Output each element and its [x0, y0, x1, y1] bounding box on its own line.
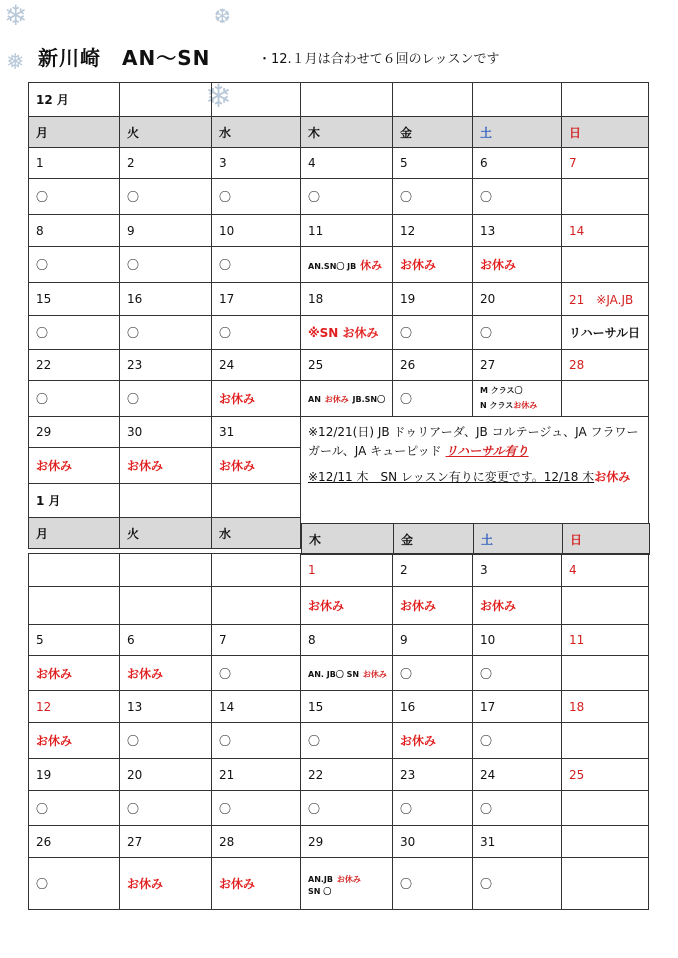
weekday-fri: 金 — [393, 117, 473, 148]
rehearsal-note — [308, 423, 642, 460]
status-cell: お休み — [393, 723, 473, 759]
status-cell: お休み — [120, 858, 212, 910]
status-cell: 〇 — [120, 179, 212, 215]
status-cell: 〇 — [212, 656, 301, 691]
date-cell: 7 — [212, 625, 301, 656]
date-cell: 7 — [562, 148, 649, 179]
date-cell: 3 — [473, 554, 562, 587]
weekday-wed: 水 — [212, 117, 301, 148]
status-cell: 〇 — [473, 858, 562, 910]
date-cell: 5 — [393, 148, 473, 179]
date-cell: 24 — [212, 350, 301, 381]
month-label: 12 月 — [29, 83, 120, 117]
status-cell: 〇 — [301, 791, 393, 826]
class-note: AN.SN〇 JB — [308, 261, 357, 271]
off-label: お休み — [513, 400, 538, 410]
status-cell: 〇 — [393, 179, 473, 215]
rehearsal-note-text: ※12/21(日) JB ドゥリアーダ、JB コルテージュ、JA フラワーガール、JA キューピッド — [308, 425, 639, 458]
date-cell: 23 — [120, 350, 212, 381]
date-cell: 1 — [301, 554, 393, 587]
date-cell: 29 — [29, 417, 120, 448]
status-cell: 〇 — [473, 316, 562, 350]
snowflake-icon: ❄ — [4, 0, 28, 32]
status-cell: 〇 — [393, 316, 473, 350]
weekday-fri: 金 — [394, 524, 474, 555]
status-cell: 〇 — [120, 247, 212, 283]
class-note: JB.SN〇 — [352, 395, 386, 405]
date-cell: 24 — [473, 759, 562, 791]
status-cell: 〇 — [120, 791, 212, 826]
date-cell: 12 — [393, 215, 473, 247]
status-cell: 〇 — [212, 791, 301, 826]
date-cell: 25 — [301, 350, 393, 381]
status-cell: お休み — [301, 587, 393, 625]
date-cell: 19 — [393, 283, 473, 316]
status-cell: お休み — [473, 587, 562, 625]
status-cell: 〇 — [393, 381, 473, 417]
status-cell: お休み — [212, 858, 301, 910]
date-cell: 9 — [393, 625, 473, 656]
status-cell — [29, 587, 120, 625]
date-cell — [120, 554, 212, 587]
date-cell: 30 — [393, 826, 473, 858]
date-cell: 23 — [393, 759, 473, 791]
date-cell: 1 — [29, 148, 120, 179]
status-cell — [301, 381, 393, 417]
status-cell: 〇 — [393, 656, 473, 691]
date-cell: 11 — [301, 215, 393, 247]
date-cell: 20 — [473, 283, 562, 316]
month-label: 1 月 — [29, 484, 120, 518]
date-cell: 13 — [120, 691, 212, 723]
date-cell: 18 — [301, 283, 393, 316]
status-cell — [562, 247, 649, 283]
date-cell: 31 — [473, 826, 562, 858]
date-cell: 17 — [473, 691, 562, 723]
status-cell: 〇 — [393, 858, 473, 910]
date-cell: 17 — [212, 283, 301, 316]
date-cell: 4 — [562, 554, 649, 587]
class-note: AN. JB〇 SN — [308, 669, 360, 679]
date-cell: 26 — [29, 826, 120, 858]
status-cell: 〇 — [473, 179, 562, 215]
status-cell: ※SN お休み — [301, 316, 393, 350]
status-cell: 〇 — [473, 723, 562, 759]
status-cell: お休み — [212, 448, 301, 484]
status-cell: 〇 — [301, 723, 393, 759]
status-cell: 〇 — [473, 656, 562, 691]
weekday-sat: 土 — [474, 524, 563, 555]
date-cell — [562, 826, 649, 858]
status-cell — [473, 381, 562, 417]
status-cell — [301, 858, 393, 910]
status-cell: お休み — [473, 247, 562, 283]
status-cell: 〇 — [393, 791, 473, 826]
status-cell — [562, 587, 649, 625]
january-calendar — [28, 553, 649, 910]
status-cell — [562, 656, 649, 691]
status-cell: リハーサル日 — [562, 316, 649, 350]
class-note: N クラス — [480, 400, 514, 410]
january-header-right — [301, 523, 650, 555]
date-cell: 26 — [393, 350, 473, 381]
date-cell: 9 — [120, 215, 212, 247]
status-cell — [301, 247, 393, 283]
page-title: 新川崎 AN～SN — [38, 46, 211, 70]
date-cell: 16 — [120, 283, 212, 316]
date-cell: 12 — [29, 691, 120, 723]
date-cell: 11 — [562, 625, 649, 656]
status-cell — [562, 381, 649, 417]
date-cell: 27 — [120, 826, 212, 858]
snowflake-icon: ❅ — [6, 50, 25, 75]
date-cell: 29 — [301, 826, 393, 858]
date-cell: 28 — [562, 350, 649, 381]
status-cell: 〇 — [212, 316, 301, 350]
status-cell: お休み — [29, 448, 120, 484]
date-cell: 19 — [29, 759, 120, 791]
status-cell: 〇 — [29, 316, 120, 350]
status-cell: 〇 — [473, 791, 562, 826]
status-cell — [212, 587, 301, 625]
class-note: AN.JB — [308, 875, 333, 885]
date-cell: 30 — [120, 417, 212, 448]
status-cell: お休み — [212, 381, 301, 417]
date-cell: 6 — [473, 148, 562, 179]
status-cell: 〇 — [29, 381, 120, 417]
date-cell — [212, 554, 301, 587]
weekday-mon: 月 — [29, 117, 120, 148]
date-cell: 5 — [29, 625, 120, 656]
date-cell: 21 ※JA.JB — [562, 283, 649, 316]
off-label: お休み — [324, 395, 349, 405]
status-cell: お休み — [29, 723, 120, 759]
date-cell: 31 — [212, 417, 301, 448]
date-cell: 8 — [301, 625, 393, 656]
date-cell: 2 — [120, 148, 212, 179]
weekday-sun: 日 — [563, 524, 650, 555]
date-cell: 14 — [562, 215, 649, 247]
status-cell — [562, 791, 649, 826]
date-cell: 3 — [212, 148, 301, 179]
weekday-sat: 土 — [473, 117, 562, 148]
status-cell: 〇 — [29, 247, 120, 283]
date-cell: 15 — [301, 691, 393, 723]
date-cell: 22 — [29, 350, 120, 381]
status-cell: 〇 — [29, 791, 120, 826]
status-cell — [562, 723, 649, 759]
weekday-mon: 月 — [29, 518, 120, 549]
date-cell: 18 — [562, 691, 649, 723]
weekday-sun: 日 — [562, 117, 649, 148]
date-cell: 27 — [473, 350, 562, 381]
status-cell: お休み — [120, 656, 212, 691]
status-cell — [562, 179, 649, 215]
weekday-wed: 水 — [212, 518, 301, 549]
date-cell: 15 — [29, 283, 120, 316]
weekday-tue: 火 — [120, 518, 212, 549]
off-label: お休み — [362, 669, 387, 679]
class-note: M クラス〇 — [480, 386, 523, 396]
status-cell: お休み — [393, 587, 473, 625]
date-cell: 21 — [212, 759, 301, 791]
date-cell: 28 — [212, 826, 301, 858]
date-cell: 8 — [29, 215, 120, 247]
date-cell: 20 — [120, 759, 212, 791]
status-cell: 〇 — [29, 858, 120, 910]
status-cell — [120, 587, 212, 625]
status-cell: 〇 — [120, 381, 212, 417]
status-cell: お休み — [29, 656, 120, 691]
date-cell: 14 — [212, 691, 301, 723]
snowflake-icon: ❄ — [205, 77, 232, 115]
status-cell: お休み — [393, 247, 473, 283]
date-cell: 2 — [393, 554, 473, 587]
status-cell: 〇 — [212, 247, 301, 283]
rehearsal-note-emphasis: リハーサル有り — [445, 443, 529, 458]
off-label: 休み — [360, 258, 383, 272]
status-cell — [562, 858, 649, 910]
class-note: SN 〇 — [308, 887, 332, 897]
date-cell: 6 — [120, 625, 212, 656]
status-cell — [301, 656, 393, 691]
lesson-count-note: ・12.１月は合わせて６回のレッスンです — [258, 52, 500, 67]
status-cell: お休み — [120, 448, 212, 484]
weekday-thu: 木 — [302, 524, 394, 555]
status-cell: 〇 — [29, 179, 120, 215]
date-cell: 10 — [212, 215, 301, 247]
status-cell: 〇 — [120, 723, 212, 759]
change-note — [308, 468, 642, 487]
change-note-emphasis: お休み — [594, 470, 631, 485]
status-cell: 〇 — [212, 179, 301, 215]
weekday-tue: 火 — [120, 117, 212, 148]
status-cell: 〇 — [212, 723, 301, 759]
status-cell: 〇 — [120, 316, 212, 350]
date-cell: 13 — [473, 215, 562, 247]
date-cell: 4 — [301, 148, 393, 179]
change-note-text: ※12/11 木 SN レッスン有りに変更です。12/18 木 — [308, 470, 595, 485]
date-cell: 25 — [562, 759, 649, 791]
date-cell: 22 — [301, 759, 393, 791]
weekday-thu: 木 — [301, 117, 393, 148]
class-note: AN — [308, 395, 321, 405]
off-label: お休み — [336, 875, 361, 885]
december-calendar — [28, 77, 649, 549]
date-cell — [29, 554, 120, 587]
status-cell: 〇 — [301, 179, 393, 215]
snowflake-icon: ❆ — [214, 4, 231, 28]
date-cell: 16 — [393, 691, 473, 723]
date-cell: 10 — [473, 625, 562, 656]
